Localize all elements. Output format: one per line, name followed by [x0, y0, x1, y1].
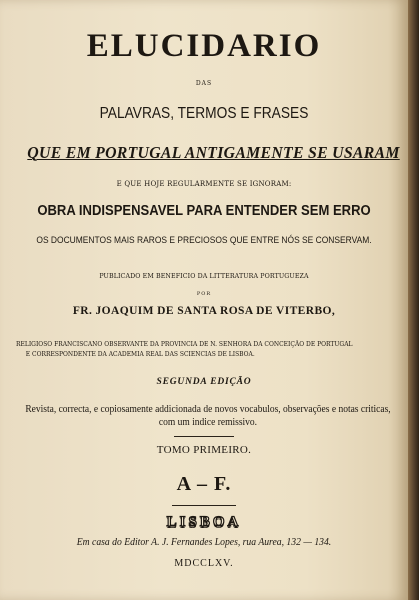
published-line: PUBLICADO EM BENEFICIO DA LITTERATURA PORTUGUEZA — [99, 273, 309, 280]
small-caption: E QUE HOJE REGULARMENTE SE IGNORAM: — [116, 180, 292, 188]
divider — [174, 436, 234, 437]
volume-range: A – F. — [176, 473, 232, 495]
author-description — [16, 340, 388, 359]
divider — [172, 505, 236, 506]
author-description-line-1: RELIGIOSO FRANCISCANO OBSERVANTE DA PROVINCIA DE N. SENHORA DA CONCEIÇÃO DE PORTUGAL — [16, 341, 353, 348]
das-text: DAS — [195, 80, 213, 87]
revision-note: Revista, correcta, e copiosamente addicionada de novos vocabulos, observações e notas criticas, com um indice remissivo. — [25, 404, 391, 428]
subtitle-line: PALAVRAS, TERMOS E FRASES — [99, 105, 309, 122]
book-edge — [408, 0, 419, 600]
subtitle-second-line: QUE EM PORTUGAL ANTIGAMENTE SE USARAM — [27, 143, 400, 162]
work-description: OBRA INDISPENSAVEL PARA ENTENDER SEM ERRO — [37, 203, 371, 219]
author-name: FR. JOAQUIM DE SANTA ROSA DE VITERBO, — [72, 305, 336, 317]
documents-line: OS DOCUMENTOS MAIS RAROS E PRECIOSOS QUE ENTRE NÓS SE CONSERVAM. — [36, 234, 372, 245]
volume-label: TOMO PRIMEIRO. — [156, 444, 252, 456]
book-title: ELUCIDARIO — [86, 28, 322, 64]
publication-year: MDCCLXV. — [174, 558, 234, 569]
by-text: POR — [196, 291, 212, 297]
city-name: LISBOA — [166, 514, 242, 530]
author-description-line-2: E CORRESPONDENTE DA ACADEMIA REAL DAS SCIENCIAS DE LISBOA. — [25, 350, 255, 358]
edition-label: SEGUNDA EDIÇÃO — [156, 377, 252, 387]
publisher-line: Em casa do Editor A. J. Fernandes Lopes, rua Aurea, 132 — 134. — [76, 537, 332, 548]
